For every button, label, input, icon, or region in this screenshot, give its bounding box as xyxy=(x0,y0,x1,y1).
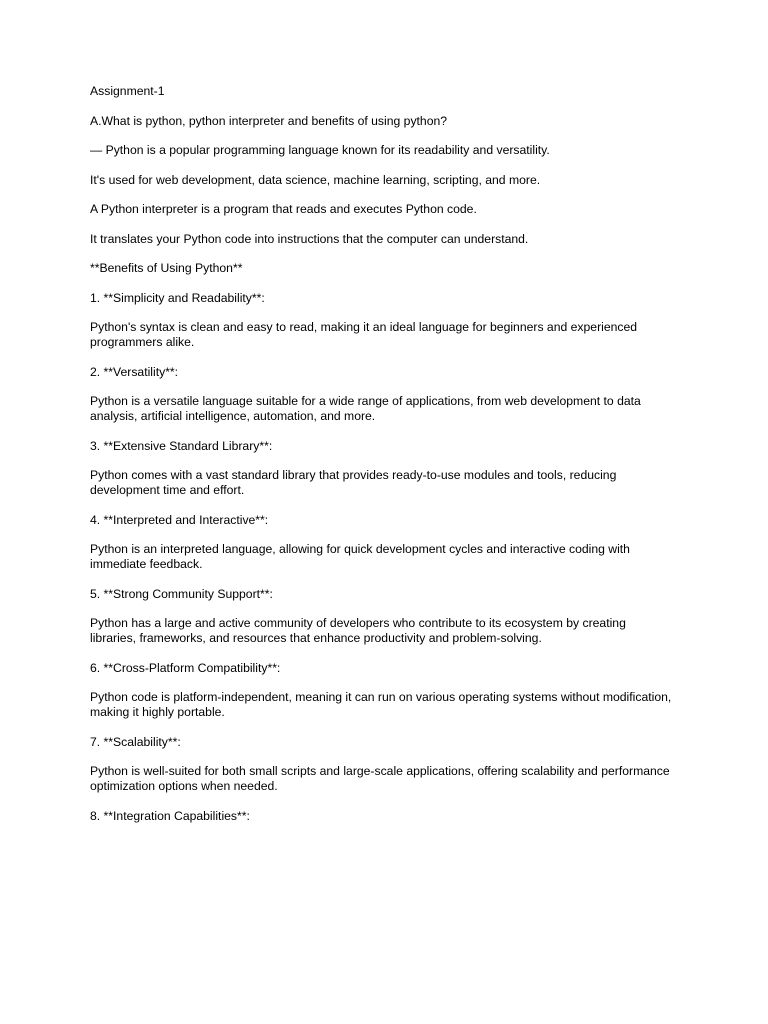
benefit-text: Python has a large and active community of developers who contribute to its ecosystem by creating libraries, frameworks, and resources that enhance productivity and problem-solving. xyxy=(90,616,626,645)
benefit-text: Python is a versatile language suitable for a wide range of applications, from web development to data analysis, artificial intelligence, automation, and more. xyxy=(90,394,641,423)
benefit-heading: 6. **Cross-Platform Compatibility**: xyxy=(90,660,281,675)
intro-paragraph: A Python interpreter is a program that reads and executes Python code. xyxy=(90,202,477,216)
benefit-text: Python's syntax is clean and easy to read, making it an ideal language for beginners and experienced programmers alike. xyxy=(90,320,638,349)
benefit-text: Python comes with a vast standard library that provides ready-to-use modules and tools, reducing development time and effort. xyxy=(90,468,617,497)
benefit-heading: 2. **Versatility**: xyxy=(90,364,179,379)
benefit-text: Python code is platform-independent, meaning it can run on various operating systems without modification, making it highly portable. xyxy=(90,690,672,719)
document-title: Assignment-1 xyxy=(90,84,165,98)
benefits-heading: **Benefits of Using Python** xyxy=(90,261,243,275)
benefit-heading: 3. **Extensive Standard Library**: xyxy=(90,438,273,453)
intro-paragraph: It translates your Python code into instructions that the computer can understand. xyxy=(90,231,529,246)
benefit-text: Python is well-suited for both small scripts and large-scale applications, offering scalability and performance optimization options when needed. xyxy=(90,764,670,793)
benefit-heading: 7. **Scalability**: xyxy=(90,734,181,749)
intro-paragraph: It's used for web development, data science, machine learning, scripting, and more. xyxy=(90,172,541,187)
benefit-text: Python is an interpreted language, allowing for quick development cycles and interactive coding with immediate feedback. xyxy=(90,542,630,571)
benefit-heading: 8. **Integration Capabilities**: xyxy=(90,808,250,823)
question-text: A.What is python, python interpreter and benefits of using python? xyxy=(90,113,448,128)
document-body xyxy=(90,84,675,838)
benefit-heading: 4. **Interpreted and Interactive**: xyxy=(90,512,269,527)
intro-paragraph: — Python is a popular programming language known for its readability and versatility. xyxy=(90,143,550,157)
benefit-heading: 1. **Simplicity and Readability**: xyxy=(90,290,265,305)
benefit-heading: 5. **Strong Community Support**: xyxy=(90,586,273,601)
